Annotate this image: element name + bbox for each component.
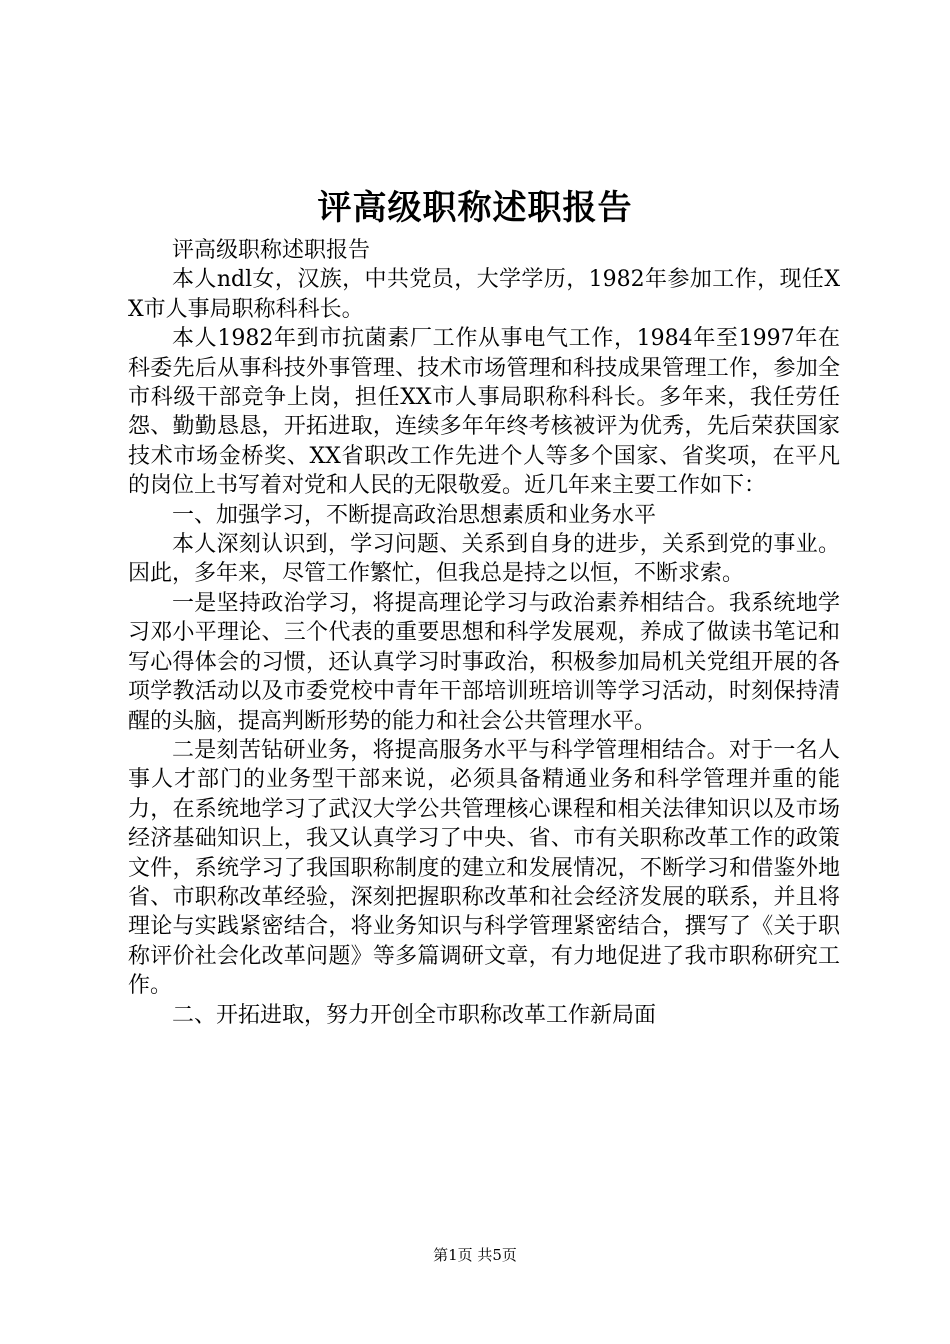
document-title: 评高级职称述职报告 xyxy=(317,188,633,228)
paragraph-work-history: 本人1982年到市抗菌素厂工作从事电气工作，1984年至1997年在科委先后从事科技外事管理、技术市场管理和科技成果管理工作，参加全市科级干部竞争上岗，担任XX市人事局职称科科长。多年来，我任劳任怨、勤勤恳恳，开拓进取，连续多年年终考核被评为优秀，先后荣获国家技术市场金桥奖、XX省职改工作先进个人等多个国家、省奖项，在平凡的岗位上书写着对党和人民的无限敬爱。近几年来主要工作如下： xyxy=(128,326,840,499)
paragraph-personal-info: 本人ndl女，汉族，中共党员，大学学历，1982年参加工作，现任XX市人事局职称科科长。 xyxy=(128,267,840,322)
section-heading-reform: 二、开拓进取，努力开创全市职称改革工作新局面 xyxy=(172,1002,657,1028)
page-footer: 第1页 共5页 xyxy=(433,1246,517,1264)
paragraph-political-study: 一是坚持政治学习，将提高理论学习与政治素养相结合。我系统地学习邓小平理论、三个代表的重要思想和科学发展观，养成了做读书笔记和写心得体会的习惯，还认真学习时事政治，积极参加局机关党组开展的各项学教活动以及市委党校中青年干部培训班培训等学习活动，时刻保持清醒的头脑，提高判断形势的能力和社会公共管理水平。 xyxy=(128,590,840,734)
paragraph-business-study: 二是刻苦钻研业务，将提高服务水平与科学管理相结合。对于一名人事人才部门的业务型干部来说，必须具备精通业务和科学管理并重的能力，在系统地学习了武汉大学公共管理核心课程和相关法律知识以及市场经济基础知识上，我又认真学习了中央、省、市有关职称改革工作的政策文件，系统学习了我国职称制度的建立和发展情况，不断学习和借鉴外地省、市职称改革经验，深刻把握职称改革和社会经济发展的联系，并且将理论与实践紧密结合，将业务知识与科学管理紧密结合，撰写了《关于职称评价社会化改革问题》等多篇调研文章，有力地促进了我市职称研究工作。 xyxy=(128,737,840,999)
section-heading-study: 一、加强学习，不断提高政治思想素质和业务水平 xyxy=(172,502,657,528)
paragraph-study-intro: 本人深刻认识到，学习问题、关系到自身的进步，关系到党的事业。因此，多年来，尽管工作繁忙，但我总是持之以恒，不断求索。 xyxy=(128,532,840,587)
document-body xyxy=(128,236,840,1030)
paragraph-subtitle: 评高级职称述职报告 xyxy=(172,238,371,263)
